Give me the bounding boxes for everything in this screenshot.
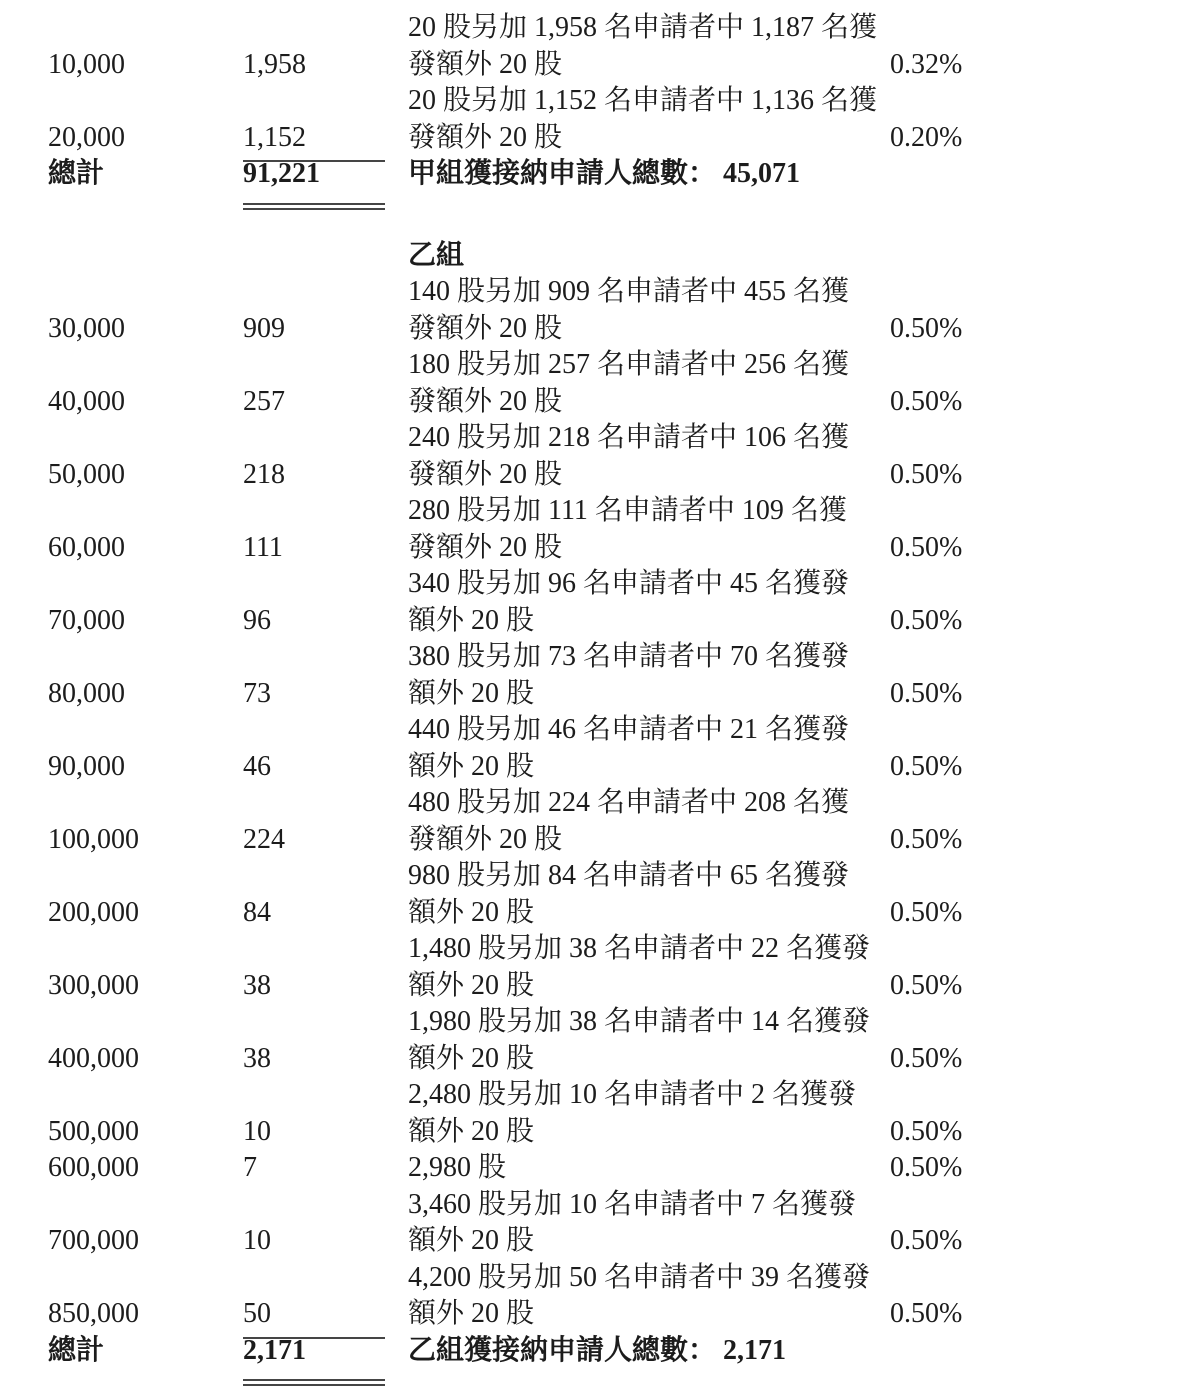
allotment-basis-line: 額外 20 股: [408, 896, 535, 928]
shares-applied-value: 70,000: [48, 604, 125, 636]
allotment-basis: [408, 420, 890, 493]
approximate-percentage-value: 0.50%: [890, 969, 963, 1001]
shares-applied-value: 10,000: [48, 48, 125, 80]
total-applicants-value: 91,221: [243, 158, 320, 189]
table-row: [48, 931, 1149, 1004]
applicants-count: [243, 895, 408, 932]
applicants-count: [243, 1041, 408, 1078]
table-row: [48, 858, 1149, 931]
allotment-basis-line: 3,460 股另加 10 名申請者中 7 名獲發: [408, 1188, 857, 1220]
allotment-basis-line: 980 股另加 84 名申請者中 65 名獲發: [408, 860, 850, 891]
total-row: [48, 1333, 1149, 1370]
allotment-basis-line: 280 股另加 111 名申請者中 109 名獲: [408, 495, 847, 526]
applicants-count: [243, 1150, 408, 1187]
allotment-basis-line: 額外 20 股: [408, 604, 535, 636]
applicants-count-value: 257: [243, 385, 285, 417]
shares-applied-value: 600,000: [48, 1152, 139, 1183]
applicants-count: [243, 530, 408, 567]
table-row: [48, 347, 1149, 420]
applicants-count-value: 38: [243, 969, 271, 1001]
allotment-basis-line: 2,980 股: [408, 1152, 507, 1183]
approximate-percentage-value: 0.50%: [890, 677, 963, 709]
total-row: [48, 156, 1149, 193]
applicants-count: [243, 457, 408, 494]
shares-applied-value: 80,000: [48, 677, 125, 709]
total-applicants: [243, 156, 408, 193]
applicants-count-value: 38: [243, 1042, 271, 1074]
shares-applied-value: 100,000: [48, 823, 139, 855]
table-row: [48, 712, 1149, 785]
applicants-count: [243, 120, 408, 157]
applicants-count-value: 46: [243, 750, 271, 782]
allotment-basis-line: 4,200 股另加 50 名申請者中 39 名獲發: [408, 1261, 871, 1293]
applicants-count: [243, 603, 408, 640]
shares-applied-value: 60,000: [48, 531, 125, 563]
applicants-count-value: 10: [243, 1225, 271, 1256]
total-bottom-double-rule: [243, 1379, 385, 1386]
allotment-basis: [408, 1004, 890, 1077]
shares-applied-value: 90,000: [48, 750, 125, 782]
allotment-basis-line: 2,480 股另加 10 名申請者中 2 名獲發: [408, 1079, 857, 1110]
allotment-basis-line: 額外 20 股: [408, 1115, 535, 1147]
total-label: 總計: [48, 158, 105, 189]
allotment-basis-line: 180 股另加 257 名申請者中 256 名獲: [408, 349, 850, 380]
table-row: [48, 274, 1149, 347]
applicants-count-value: 218: [243, 458, 285, 490]
allotment-basis-line: 480 股另加 224 名申請者中 208 名獲: [408, 787, 850, 818]
applicants-count-value: 96: [243, 604, 271, 636]
applicants-count-value: 84: [243, 896, 271, 928]
allotment-basis-line: 發額外 20 股: [408, 385, 563, 417]
applicants-count: [243, 822, 408, 859]
table-row: [48, 785, 1149, 858]
approximate-percentage-value: 0.50%: [890, 531, 963, 563]
approximate-percentage-value: 0.32%: [890, 48, 963, 80]
allotment-basis: [408, 10, 890, 83]
allotment-basis-line: 1,480 股另加 38 名申請者中 22 名獲發: [408, 933, 871, 964]
allotment-basis: [408, 274, 890, 347]
table-section: [48, 238, 1149, 1370]
table-row: [48, 639, 1149, 712]
allotment-basis-line: 額外 20 股: [408, 969, 535, 1001]
table-row: [48, 493, 1149, 566]
approximate-percentage-value: 0.50%: [890, 823, 963, 855]
applicants-count-value: 50: [243, 1298, 271, 1329]
allotment-basis-line: 140 股另加 909 名申請者中 455 名獲: [408, 276, 850, 307]
approximate-percentage-value: 0.50%: [890, 1115, 963, 1147]
allotment-basis-line: 380 股另加 73 名申請者中 70 名獲發: [408, 641, 850, 672]
allotment-basis: [408, 858, 890, 931]
approximate-percentage-value: 0.50%: [890, 312, 963, 344]
allotment-basis-line: 發額外 20 股: [408, 458, 563, 490]
applicants-count-value: 909: [243, 312, 285, 344]
shares-applied-value: 20,000: [48, 121, 125, 153]
applicants-count: [243, 1114, 408, 1151]
approximate-percentage-value: 0.50%: [890, 385, 963, 417]
shares-applied-value: 500,000: [48, 1115, 139, 1147]
applicants-count: [243, 384, 408, 421]
allotment-basis-line: 發額外 20 股: [408, 48, 563, 80]
approximate-percentage-value: 0.50%: [890, 896, 963, 928]
total-applicants-value: 2,171: [243, 1334, 306, 1366]
applicants-count-value: 7: [243, 1152, 257, 1183]
applicants-count: [243, 47, 408, 84]
allotment-basis: [408, 785, 890, 858]
table-row: [48, 1187, 1149, 1260]
approximate-percentage-value: 0.50%: [890, 1298, 963, 1329]
applicants-count: [243, 311, 408, 348]
shares-applied-value: 50,000: [48, 458, 125, 490]
allotment-basis: [408, 1187, 890, 1260]
allotment-basis: [408, 83, 890, 156]
group-header-label: 乙組: [408, 239, 465, 271]
applicants-count-value: 111: [243, 531, 283, 563]
table-row: [48, 10, 1149, 83]
total-applicants: [243, 1333, 408, 1370]
allotment-basis-line: 240 股另加 218 名申請者中 106 名獲: [408, 422, 850, 453]
applicants-count: [243, 676, 408, 713]
applicants-count-value: 1,958: [243, 48, 306, 80]
shares-applied-value: 40,000: [48, 385, 125, 417]
group-accepted-total: 乙組獲接納申請人總數： 2,171: [408, 1334, 787, 1366]
allotment-basis-line: 額外 20 股: [408, 1042, 535, 1074]
allotment-basis: [408, 712, 890, 785]
allotment-basis: [408, 931, 890, 1004]
table-row: [48, 1260, 1149, 1333]
allotment-table: [48, 10, 1149, 1369]
table-row: [48, 83, 1149, 156]
allotment-basis-line: 發額外 20 股: [408, 531, 563, 563]
table-row: [48, 1077, 1149, 1150]
group-accepted-total: 甲組獲接納申請人總數： 45,071: [408, 158, 801, 189]
allotment-basis-line: 1,980 股另加 38 名申請者中 14 名獲發: [408, 1006, 871, 1037]
shares-applied-value: 30,000: [48, 312, 125, 344]
allotment-basis: [408, 1260, 890, 1333]
applicants-count: [243, 968, 408, 1005]
allotment-basis: [408, 1150, 890, 1187]
allotment-basis-line: 20 股另加 1,958 名申請者中 1,187 名獲: [408, 12, 878, 43]
allotment-basis: [408, 639, 890, 712]
allotment-basis-line: 440 股另加 46 名申請者中 21 名獲發: [408, 714, 850, 745]
table-row: [48, 566, 1149, 639]
table-row: [48, 1004, 1149, 1077]
allotment-basis-line: 額外 20 股: [408, 750, 535, 782]
applicants-count: [243, 749, 408, 786]
applicants-count-value: 224: [243, 823, 285, 855]
approximate-percentage-value: 0.50%: [890, 604, 963, 636]
allotment-basis-line: 發額外 20 股: [408, 823, 563, 855]
allotment-basis: [408, 347, 890, 420]
table-section: [48, 10, 1149, 193]
approximate-percentage-value: 0.50%: [890, 750, 963, 782]
allotment-basis-line: 20 股另加 1,152 名申請者中 1,136 名獲: [408, 85, 878, 116]
allotment-basis-line: 額外 20 股: [408, 1225, 535, 1256]
allotment-basis: [408, 493, 890, 566]
applicants-count-value: 10: [243, 1115, 271, 1147]
approximate-percentage-value: 0.50%: [890, 1152, 963, 1183]
allotment-basis: [408, 566, 890, 639]
approximate-percentage-value: 0.20%: [890, 121, 963, 153]
applicants-count: [243, 1223, 408, 1260]
table-row: [48, 420, 1149, 493]
applicants-count-value: 1,152: [243, 121, 306, 153]
applicants-count-value: 73: [243, 677, 271, 709]
applicants-count: [243, 1296, 408, 1333]
approximate-percentage-value: 0.50%: [890, 1042, 963, 1074]
shares-applied-value: 400,000: [48, 1042, 139, 1074]
allotment-basis-line: 額外 20 股: [408, 1298, 535, 1329]
allotment-basis-line: 發額外 20 股: [408, 312, 563, 344]
shares-applied-value: 300,000: [48, 969, 139, 1001]
group-header-row: [48, 238, 1149, 275]
shares-applied-value: 700,000: [48, 1225, 139, 1256]
allotment-basis-line: 發額外 20 股: [408, 121, 563, 153]
approximate-percentage-value: 0.50%: [890, 1225, 963, 1256]
allotment-basis: [408, 1077, 890, 1150]
allotment-basis-line: 額外 20 股: [408, 677, 535, 709]
total-bottom-double-rule: [243, 203, 385, 210]
shares-applied-value: 200,000: [48, 896, 139, 928]
total-label: 總計: [48, 1334, 105, 1366]
allotment-basis-line: 340 股另加 96 名申請者中 45 名獲發: [408, 568, 850, 599]
table-row: [48, 1150, 1149, 1187]
approximate-percentage-value: 0.50%: [890, 458, 963, 490]
shares-applied-value: 850,000: [48, 1298, 139, 1329]
